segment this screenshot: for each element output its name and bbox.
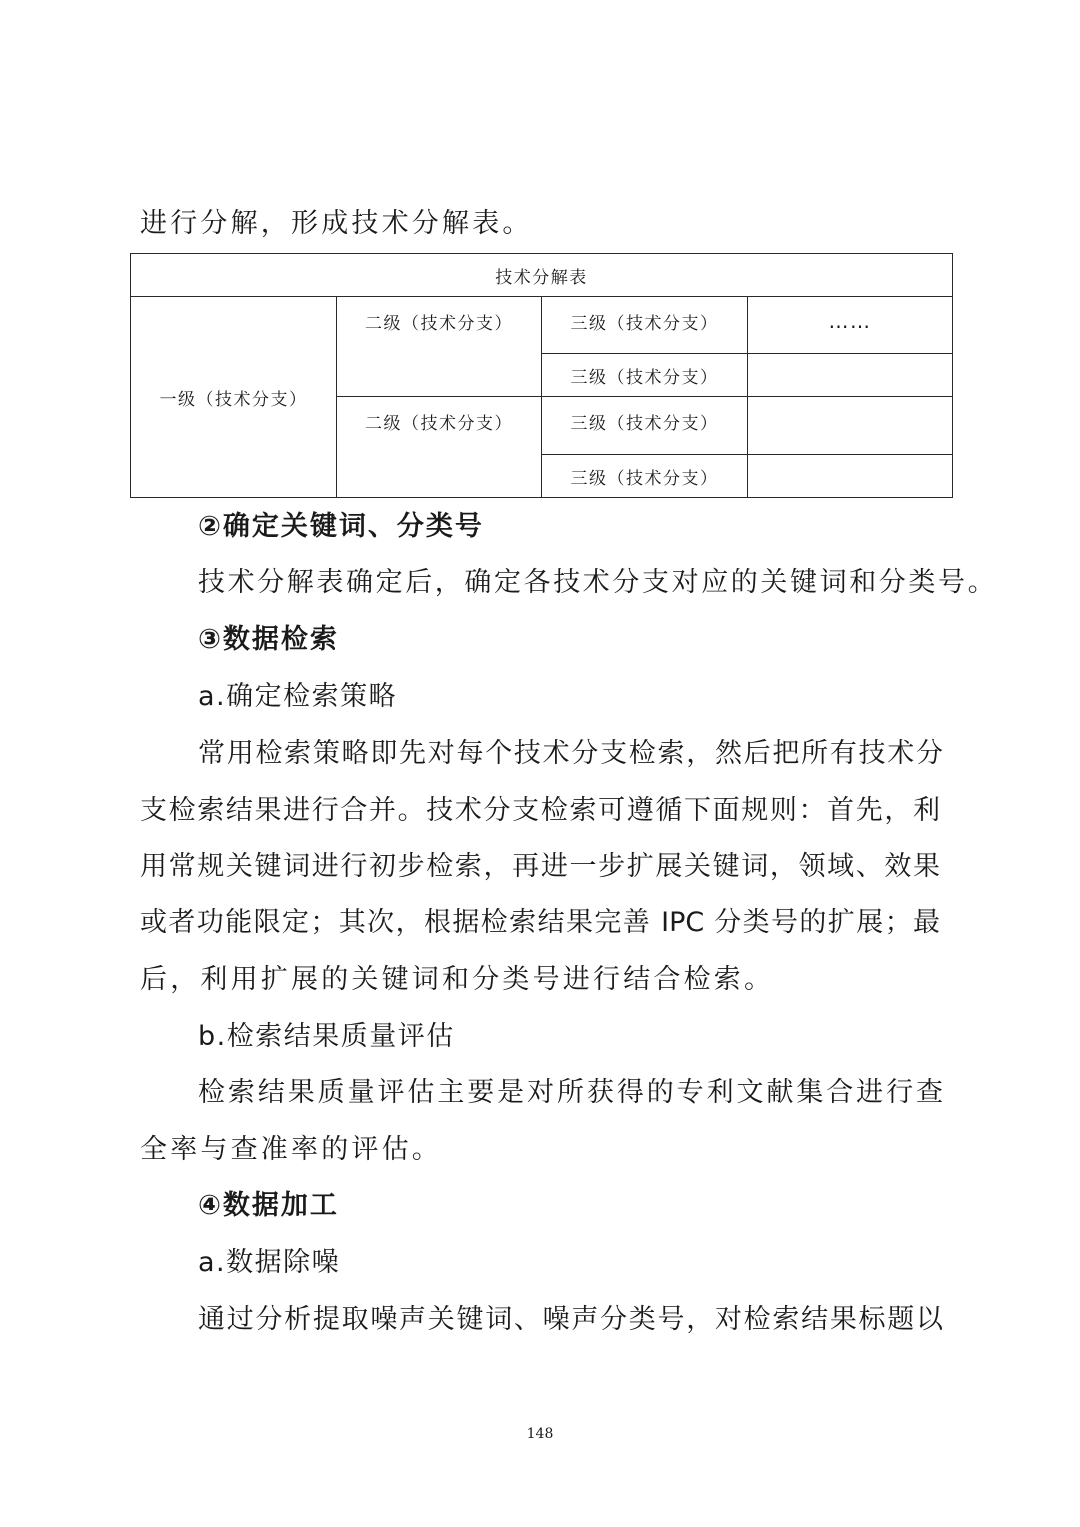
paragraph-line: 常用检索策略即先对每个技术分支检索，然后把所有技术分: [198, 738, 943, 769]
level2-cell: 二级（技术分支）: [337, 397, 542, 498]
level3-cell: 三级（技术分支）: [542, 354, 748, 397]
level1-cell: 一级（技术分支）: [131, 297, 337, 498]
paragraph-line: 后，利用扩展的关键词和分类号进行结合检索。: [140, 964, 775, 995]
section-heading-search: ③数据检索: [198, 624, 339, 655]
level3-cell: 三级（技术分支）: [542, 397, 748, 455]
ellipsis-cell: ……: [748, 297, 953, 354]
level3-cell: 三级（技术分支）: [542, 455, 748, 498]
paragraph-line: 支检索结果进行合并。技术分支检索可遵循下面规则：首先，利: [140, 795, 940, 826]
subheading-denoise: a.数据除噪: [198, 1247, 341, 1278]
subheading-strategy: a.确定检索策略: [198, 681, 398, 712]
paragraph-line: 通过分析提取噪声关键词、噪声分类号，对检索结果标题以: [198, 1304, 943, 1335]
paragraph-line: 或者功能限定；其次，根据检索结果完善 IPC 分类号的扩展；最: [140, 907, 940, 938]
page-number: 148: [526, 1426, 554, 1442]
level3-cell: 三级（技术分支）: [542, 297, 748, 354]
intro-line: 进行分解，形成技术分解表。: [140, 208, 533, 239]
subheading-quality: b.检索结果质量评估: [198, 1021, 455, 1052]
paragraph-line: 检索结果质量评估主要是对所获得的专利文献集合进行查: [198, 1077, 943, 1108]
level2-cell: 二级（技术分支）: [337, 297, 542, 397]
tech-decomposition-table: [130, 253, 953, 498]
table-title: 技术分解表: [131, 254, 953, 297]
empty-cell: [748, 455, 953, 498]
paragraph-keywords: 技术分解表确定后，确定各技术分支对应的关键词和分类号。: [198, 567, 998, 598]
empty-cell: [748, 397, 953, 455]
paragraph-line: 全率与查准率的评估。: [140, 1134, 442, 1165]
paragraph-line: 用常规关键词进行初步检索，再进一步扩展关键词，领域、效果: [140, 851, 940, 882]
section-heading-processing: ④数据加工: [198, 1190, 339, 1221]
empty-cell: [748, 354, 953, 397]
section-heading-keywords: ②确定关键词、分类号: [198, 511, 484, 542]
